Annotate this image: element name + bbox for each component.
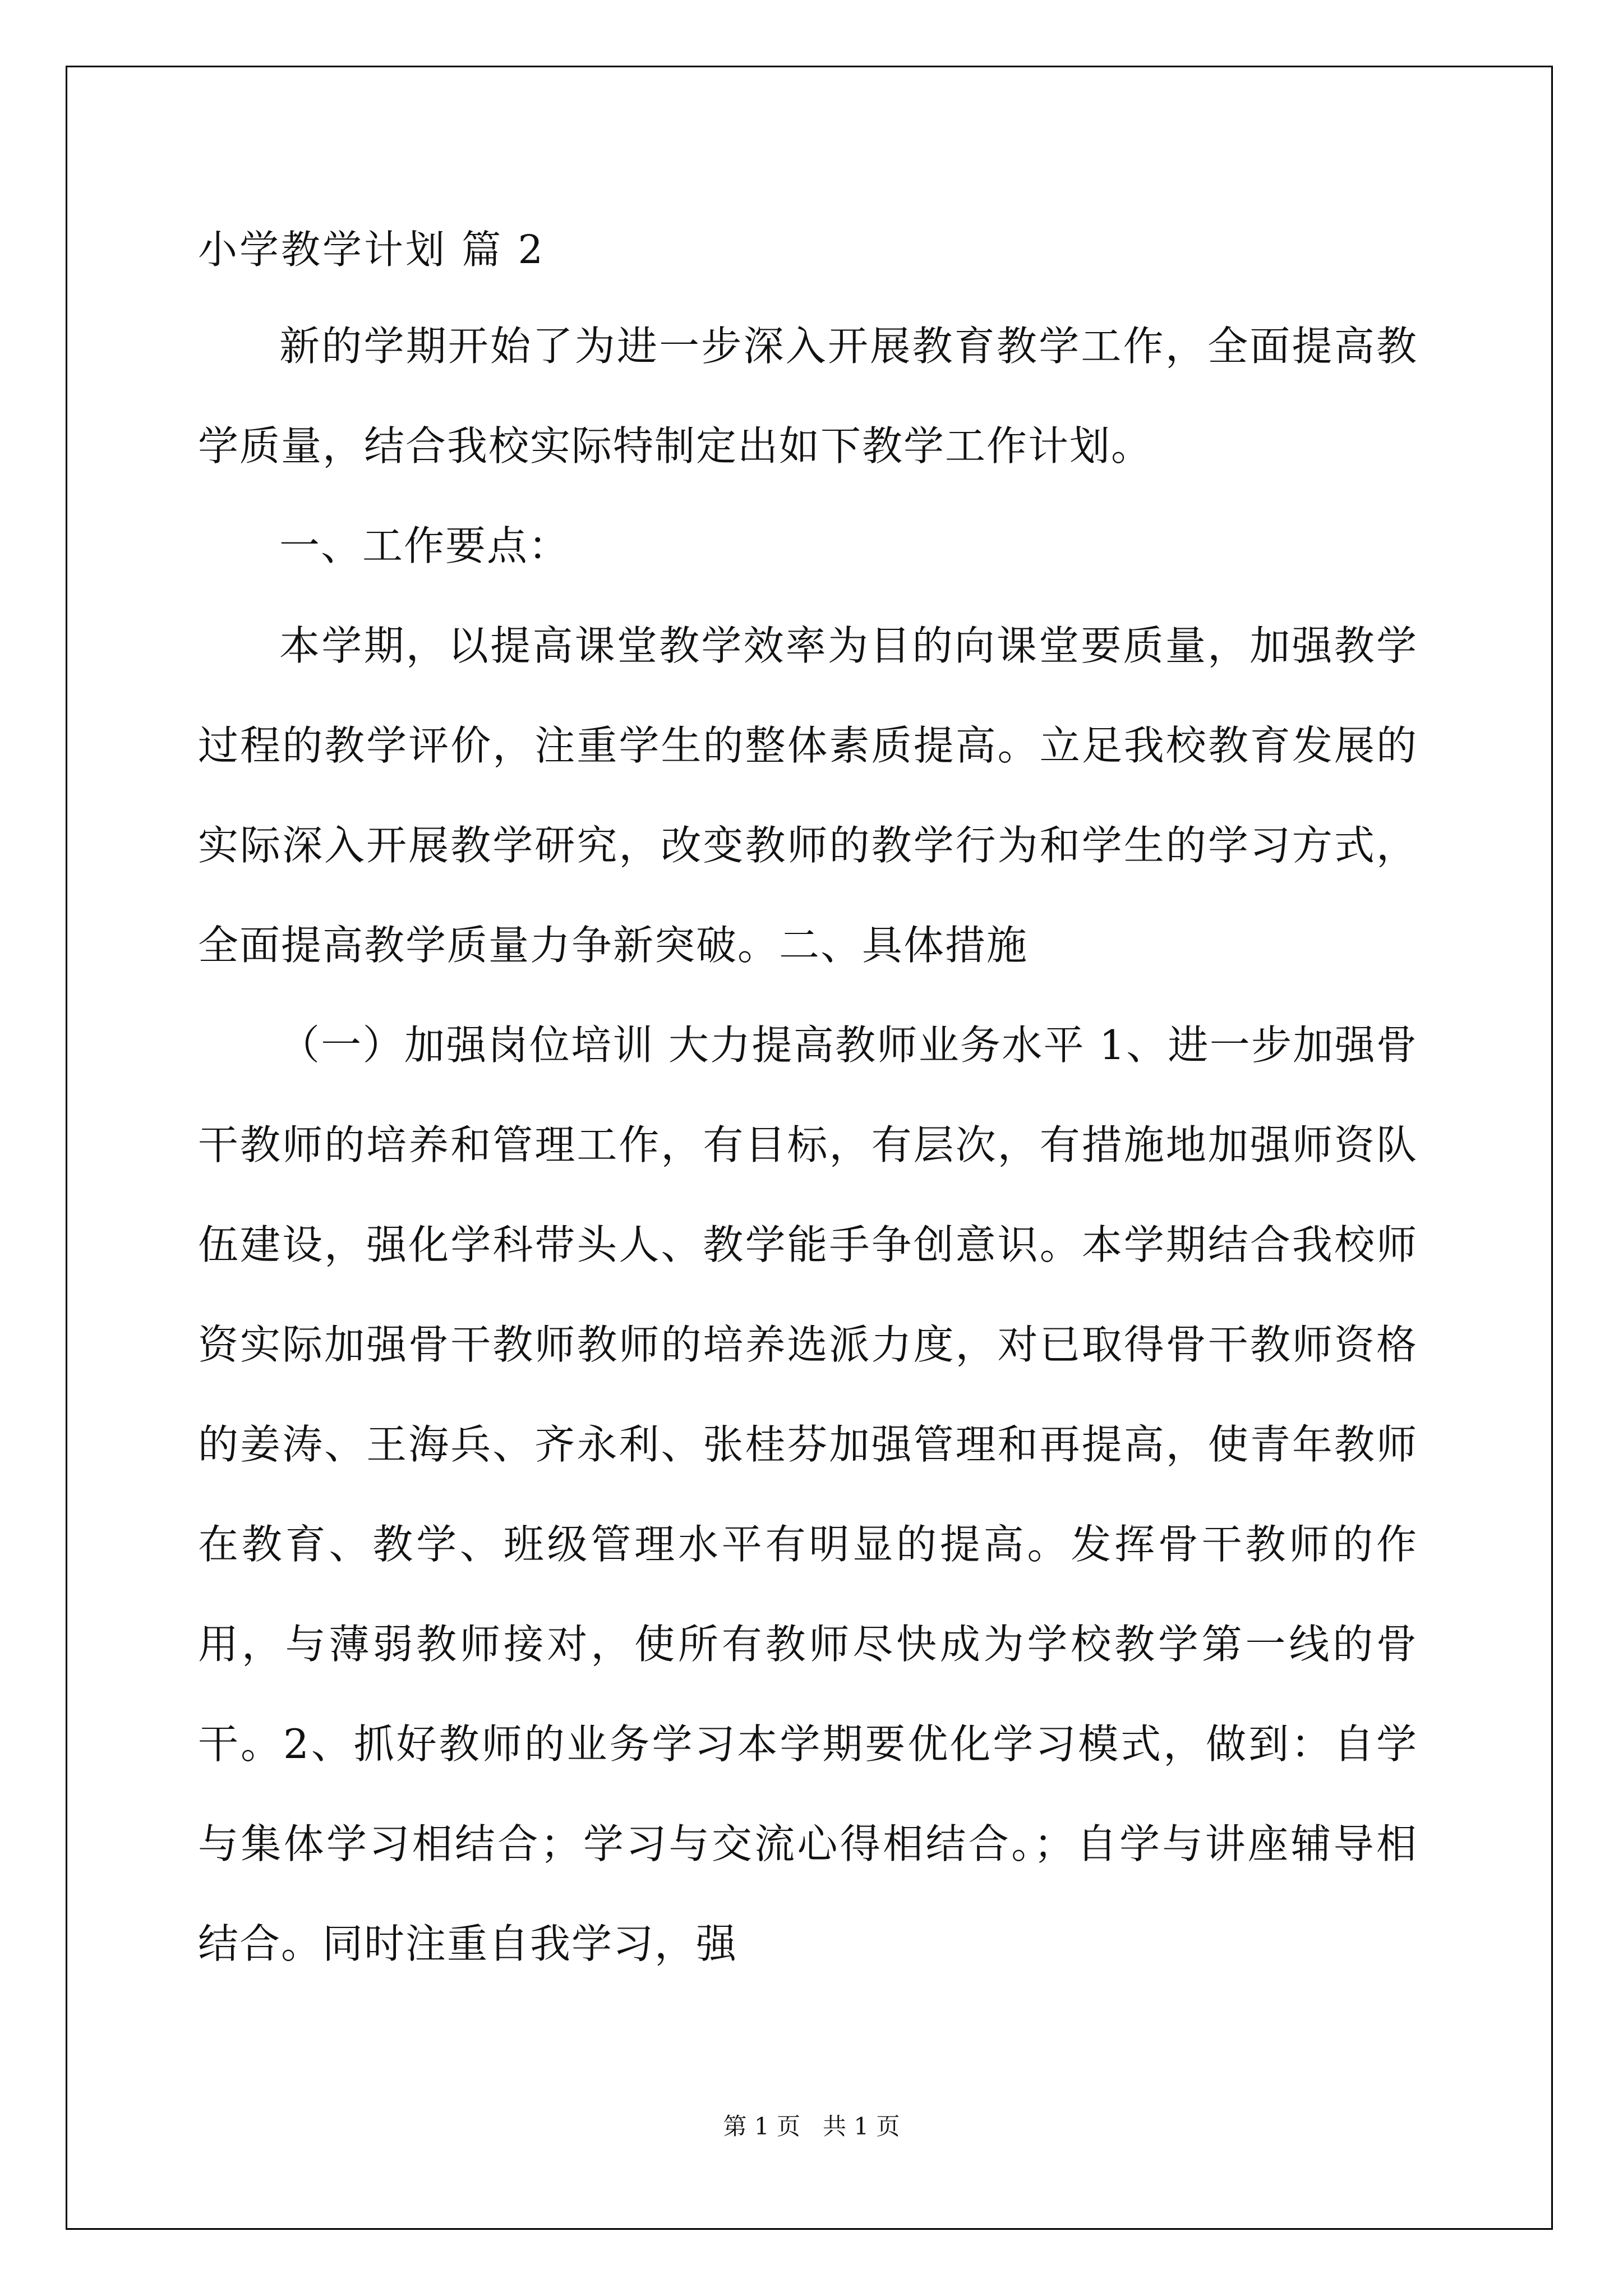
paragraph-intro: 新的学期开始了为进一步深入开展教育教学工作，全面提高教学质量，结合我校实际特制定出如下教学工作计划。 (198, 323, 1418, 470)
paragraph-work-points: 本学期，以提高课堂教学效率为目的向课堂要质量，加强教学过程的教学评价，注重学生的整体素质提高。立足我校教育发展的实际深入开展教学研究，改变教师的教学行为和学生的学习方式，全面提高教学质量力争新突破。二、具体措施 (198, 622, 1418, 969)
page-number-footer: 第 1 页 共 1 页 (723, 2113, 900, 2140)
paragraph-section-heading: 一、工作要点： (279, 522, 570, 569)
document-body (198, 219, 1418, 1994)
document-title: 小学教学计划 篇 2 (198, 227, 546, 273)
paragraph-measures: （一）加强岗位培训 大力提高教师业务水平 1、进一步加强骨干教师的培养和管理工作，有目标，有层次，有措施地加强师资队伍建设，强化学科带头人、教学能手争创意识。本学期结合我校师资实际加强骨干教师教师的培养选派力度，对已取得骨干教师资格的姜涛、王海兵、齐永利、张桂芬加强管理和再提高，使青年教师在教育、教学、班级管理水平有明显的提高。发挥骨干教师的作用，与薄弱教师接对，使所有教师尽快成为学校教学第一线的骨干。2、抓好教师的业务学习本学期要优化学习模式，做到：自学与集体学习相结合；学习与交流心得相结合。；自学与讲座辅导相结合。同时注重自我学习，强 (198, 1022, 1418, 1967)
